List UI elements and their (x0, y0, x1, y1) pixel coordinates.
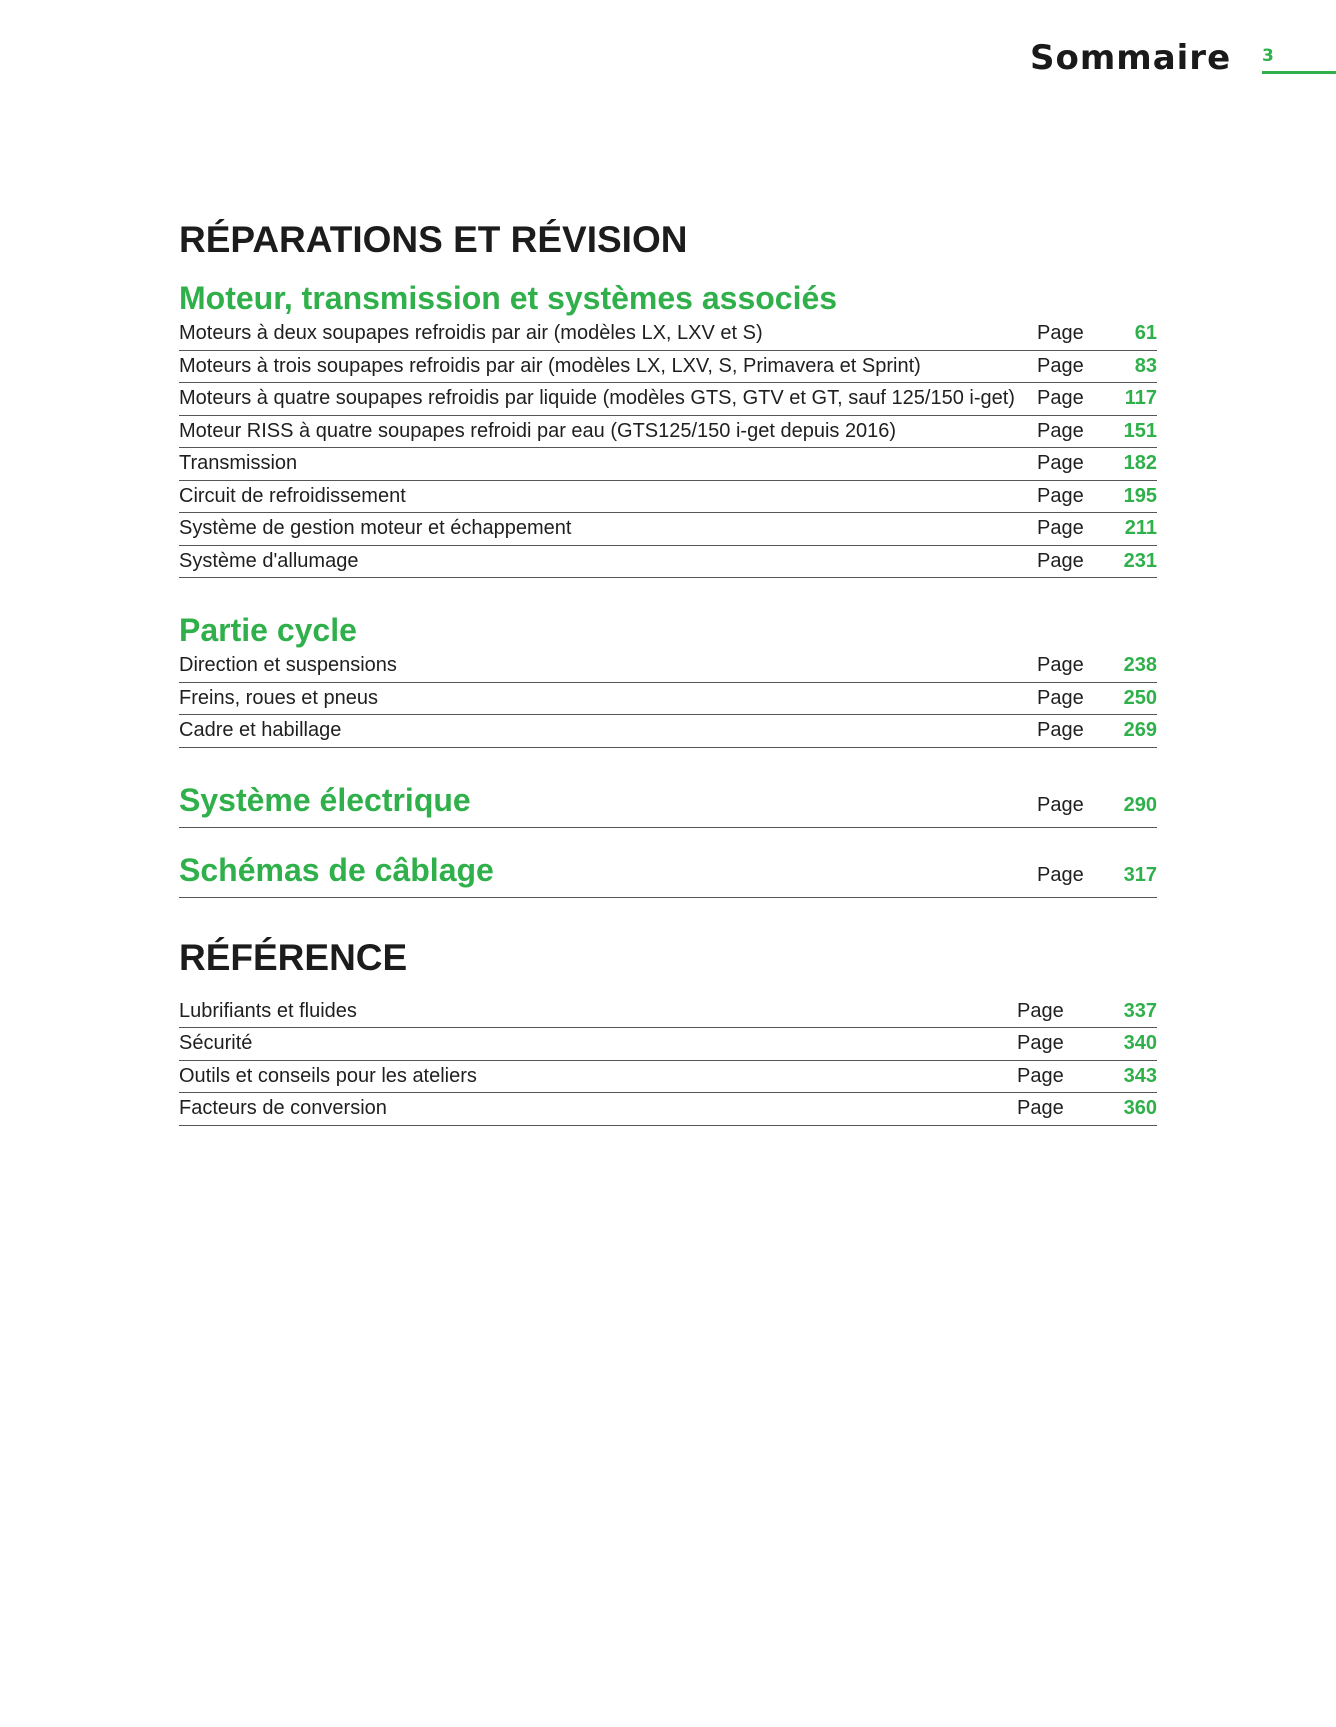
toc-page-label: Page (1037, 419, 1084, 442)
running-head-title: Sommaire (1030, 38, 1232, 78)
toc-entry-title: Sécurité (179, 1032, 253, 1055)
toc-entry[interactable] (179, 546, 1157, 579)
toc-entry[interactable] (179, 416, 1157, 449)
toc-page-label: Page (1037, 719, 1084, 742)
toc-entry-title: Lubrifiants et fluides (179, 999, 357, 1022)
toc-entry[interactable] (179, 650, 1157, 683)
section-heading-moteur: Moteur, transmission et systèmes associés (179, 280, 838, 316)
toc-entry-title: Moteur RISS à quatre soupapes refroidi par eau (GTS125/150 i-get depuis 2016) (179, 419, 897, 442)
toc-page-number[interactable]: 211 (1124, 517, 1157, 540)
toc-page-label: Page (1037, 549, 1084, 572)
toc-entry-title: Cadre et habillage (179, 719, 342, 742)
toc-page-label: Page (1037, 863, 1084, 886)
toc-page-label: Page (1037, 654, 1084, 677)
toc-page-number[interactable]: 360 (1123, 1097, 1157, 1120)
toc-entry[interactable] (179, 513, 1157, 546)
toc-page-number[interactable]: 182 (1123, 452, 1157, 475)
toc-entry[interactable] (179, 683, 1157, 716)
toc-entry-title: Moteurs à quatre soupapes refroidis par liquide (modèles GTS, GTV et GT, sauf 125/150 i-get) (179, 387, 1015, 410)
toc-entry-schemas-cablage[interactable] (179, 838, 1157, 898)
toc-page-number[interactable]: 290 (1123, 793, 1157, 816)
toc-page-number[interactable]: 117 (1124, 387, 1157, 410)
toc-page-number[interactable]: 238 (1123, 654, 1157, 677)
page-number-rule (1262, 71, 1336, 74)
section-moteur-entries (179, 318, 1157, 578)
toc-page-number[interactable]: 317 (1123, 863, 1157, 886)
toc-entry[interactable] (179, 715, 1157, 748)
section-heading-schemas-cablage: Schémas de câblage (179, 851, 494, 888)
toc-entry-title: Moteurs à trois soupapes refroidis par air (modèles LX, LXV, S, Primavera et Sprint) (179, 354, 921, 377)
toc-entry[interactable] (179, 481, 1157, 514)
table-of-contents (179, 210, 1157, 1126)
toc-page-label: Page (1037, 793, 1084, 816)
toc-entry[interactable] (179, 383, 1157, 416)
toc-page-label: Page (1017, 1064, 1064, 1087)
toc-page-number[interactable]: 250 (1123, 686, 1157, 709)
toc-page-label: Page (1037, 686, 1084, 709)
toc-page-number[interactable]: 151 (1123, 419, 1157, 442)
toc-page-number[interactable]: 195 (1123, 484, 1157, 507)
toc-entry-title: Facteurs de conversion (179, 1097, 387, 1120)
part-title-reparations: RÉPARATIONS ET RÉVISION (179, 219, 688, 260)
toc-entry[interactable] (179, 318, 1157, 351)
toc-page-number[interactable]: 340 (1123, 1032, 1157, 1055)
toc-entry-systeme-electrique[interactable] (179, 768, 1157, 828)
toc-entry-title: Système de gestion moteur et échappement (179, 517, 572, 540)
toc-page-number[interactable]: 269 (1123, 719, 1157, 742)
page-number: 3 (1262, 46, 1274, 66)
toc-page-number[interactable]: 231 (1123, 549, 1157, 572)
toc-page-number[interactable]: 61 (1134, 322, 1157, 345)
toc-entry-title: Circuit de refroidissement (179, 484, 406, 507)
toc-page-number[interactable]: 343 (1123, 1064, 1157, 1087)
toc-page-label: Page (1037, 387, 1084, 410)
toc-page-label: Page (1037, 517, 1084, 540)
toc-entry[interactable] (179, 1093, 1157, 1126)
toc-entry[interactable] (179, 996, 1157, 1029)
toc-page-label: Page (1037, 484, 1084, 507)
toc-page-label: Page (1037, 452, 1084, 475)
toc-entry[interactable] (179, 351, 1157, 384)
section-partie-cycle-entries (179, 650, 1157, 748)
toc-entry[interactable] (179, 1061, 1157, 1094)
toc-entry-title: Direction et suspensions (179, 654, 397, 677)
toc-entry-title: Système d'allumage (179, 549, 359, 572)
toc-page-label: Page (1037, 354, 1084, 377)
toc-page-label: Page (1037, 322, 1084, 345)
toc-page-label: Page (1017, 1097, 1064, 1120)
toc-entry[interactable] (179, 1028, 1157, 1061)
toc-entry-title: Transmission (179, 452, 298, 475)
toc-page-number[interactable]: 83 (1134, 354, 1157, 377)
part-title-reference: RÉFÉRENCE (179, 936, 408, 978)
toc-entry-title: Freins, roues et pneus (179, 686, 378, 709)
toc-entry[interactable] (179, 448, 1157, 481)
toc-entry-title: Outils et conseils pour les ateliers (179, 1064, 477, 1087)
toc-entry-title: Moteurs à deux soupapes refroidis par air (modèles LX, LXV et S) (179, 322, 763, 345)
section-heading-partie-cycle: Partie cycle (179, 612, 357, 648)
toc-page-label: Page (1017, 1032, 1064, 1055)
section-heading-systeme-electrique: Système électrique (179, 781, 471, 818)
toc-page-label: Page (1017, 999, 1064, 1022)
section-reference-entries (179, 996, 1157, 1126)
toc-page-number[interactable]: 337 (1123, 999, 1157, 1022)
